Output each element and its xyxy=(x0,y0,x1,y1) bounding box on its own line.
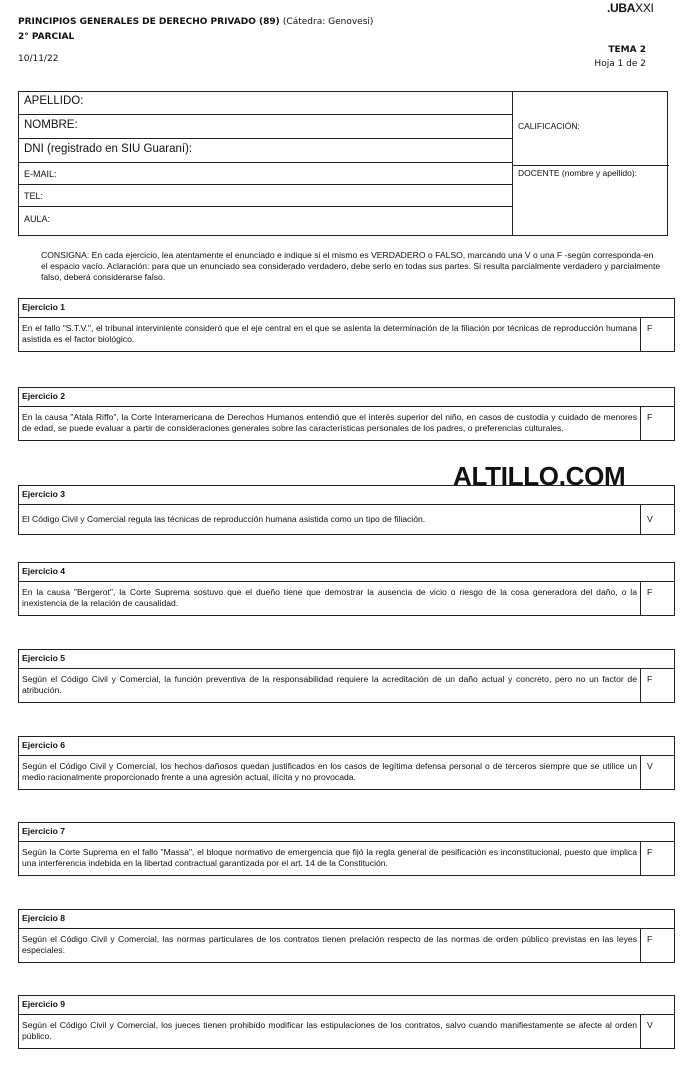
exercise-block xyxy=(18,822,675,876)
exercise-body xyxy=(18,929,675,963)
exercise-statement: Según el Código Civil y Comercial, los hechos dañosos quedan justificados en los casos de legítima defensa personal o de terceros siempre que se utilice un medio racionalmente proporcionado frente a una agresión actual, ilícita y no provocada. xyxy=(19,756,641,789)
answer-box[interactable]: F xyxy=(647,412,653,422)
exercise-body xyxy=(18,407,675,441)
exercise-block xyxy=(18,298,675,352)
answer-box[interactable]: F xyxy=(647,323,653,333)
exercise-body xyxy=(18,669,675,703)
student-fields xyxy=(19,92,513,235)
tema-label: TEMA 2 xyxy=(608,45,646,55)
docente-label: DOCENTE (nombre y apellido): xyxy=(518,168,638,178)
exam-title xyxy=(18,17,373,27)
email-field[interactable]: E-MAIL: xyxy=(19,163,512,185)
answer-box[interactable]: V xyxy=(647,514,653,524)
exercise-body xyxy=(18,582,675,616)
course-name: PRINCIPIOS GENERALES DE DERECHO PRIVADO (89) xyxy=(18,17,280,27)
logo-normal: XXI xyxy=(635,1,654,15)
page-indicator: Hoja 1 de 2 xyxy=(594,59,646,69)
exercise-title: Ejercicio 1 xyxy=(18,298,675,318)
tel-field[interactable]: TEL: xyxy=(19,185,512,207)
exercise-title: Ejercicio 8 xyxy=(18,909,675,929)
exercise-block xyxy=(18,387,675,441)
exercise-body xyxy=(18,1015,675,1049)
exercise-statement: En la causa "Atala Riffo", la Corte Interamericana de Derechos Humanos entendió que el interés superior del niño, en casos de custodia y cuidado de menores de edad, se puede evaluar a partir de consideraciones generales sobre las características personales de los padres, o preferencias culturales. xyxy=(19,407,641,440)
catedra: (Cátedra: Genovesi) xyxy=(282,17,374,27)
exercise-block xyxy=(18,649,675,703)
dni-field[interactable]: DNI (registrado en SIU Guaraní): xyxy=(19,139,512,163)
nombre-field[interactable]: NOMBRE: xyxy=(19,115,512,139)
exercise-statement: En la causa "Bergerot", la Corte Suprema sostuvo que el dueño tiene que demostrar la ausencia de vicio o riesgo de la cosa generadora del daño, o la inexistencia de la relación de causalidad. xyxy=(19,582,641,615)
watermark: ALTILLO.COM xyxy=(453,461,626,491)
exercise-title: Ejercicio 7 xyxy=(18,822,675,842)
exercise-block xyxy=(18,485,675,535)
exercise-block xyxy=(18,736,675,790)
exercise-title: Ejercicio 4 xyxy=(18,562,675,582)
exercise-body xyxy=(18,842,675,876)
answer-box[interactable]: V xyxy=(647,761,653,771)
exercise-title: Ejercicio 5 xyxy=(18,649,675,669)
exercise-block xyxy=(18,562,675,616)
exercise-statement: Según el Código Civil y Comercial, los jueces tienen prohibido modificar las estipulaciones de los contratos, salvo cuando manifiestamente se afecte al orden público. xyxy=(19,1015,641,1048)
exercise-statement: Según la Corte Suprema en el fallo "Massa", el bloque normativo de emergencia que fijó la regla general de pesificación es inconstitucional, puesto que implica una interferencia indebida en la libertad contractual garantizada por el art. 14 de la Constitución. xyxy=(19,842,641,875)
answer-box[interactable]: V xyxy=(647,1020,653,1030)
aula-field[interactable]: AULA: xyxy=(24,214,51,224)
student-info-box xyxy=(18,91,668,236)
exam-date: 10/11/22 xyxy=(18,54,59,64)
exercise-body xyxy=(18,505,675,535)
calificacion-label: CALIFICACIÓN: xyxy=(518,121,580,131)
answer-box[interactable]: F xyxy=(647,674,653,684)
uba-logo xyxy=(607,1,654,15)
apellido-field[interactable]: APELLIDO: xyxy=(19,92,512,115)
answer-box[interactable]: F xyxy=(647,587,653,597)
exercise-title: Ejercicio 6 xyxy=(18,736,675,756)
exercise-title: Ejercicio 2 xyxy=(18,387,675,407)
exercise-title: Ejercicio 3 xyxy=(18,485,675,505)
answer-box[interactable]: F xyxy=(647,934,653,944)
exercise-statement: El Código Civil y Comercial regula las técnicas de reproducción humana asistida como un tipo de filiación. xyxy=(19,505,641,534)
exercise-statement: Según el Código Civil y Comercial, la función preventiva de la responsabilidad requiere la acreditación de un daño actual y concreto, pero no un factor de atribución. xyxy=(19,669,641,702)
exam-subtitle: 2° PARCIAL xyxy=(18,32,75,42)
exercise-block xyxy=(18,909,675,963)
instructions: CONSIGNA: En cada ejercicio, lea atentamente el enunciado e indique si el mismo es VERDADERO o FALSO, marcando una V o una F -según corresponda-en el espacio vacío. Aclaración: para que un enunciado sea considerado verdadero, debe serlo en todas sus partes. Si resulta parcialmente verdadero y parcialmente falso, deberá considerarse falso. xyxy=(41,250,661,282)
exercise-body xyxy=(18,318,675,352)
exercise-title: Ejercicio 9 xyxy=(18,995,675,1015)
exercise-body xyxy=(18,756,675,790)
answer-box[interactable]: F xyxy=(647,847,653,857)
exercise-block xyxy=(18,995,675,1049)
logo-bold: .UBA xyxy=(607,1,636,15)
exercise-statement: En el fallo "S.T.V.", el tribunal interviniente consideró que el eje central en el que se asienta la determinación de la filiación por técnicas de reproducción humana asistida es el factor biológico. xyxy=(19,318,641,351)
info-divider xyxy=(513,165,669,166)
exercise-statement: Según el Código Civil y Comercial, las normas particulares de los contratos tienen prelación respecto de las normas de orden público previstas en las leyes especiales. xyxy=(19,929,641,962)
